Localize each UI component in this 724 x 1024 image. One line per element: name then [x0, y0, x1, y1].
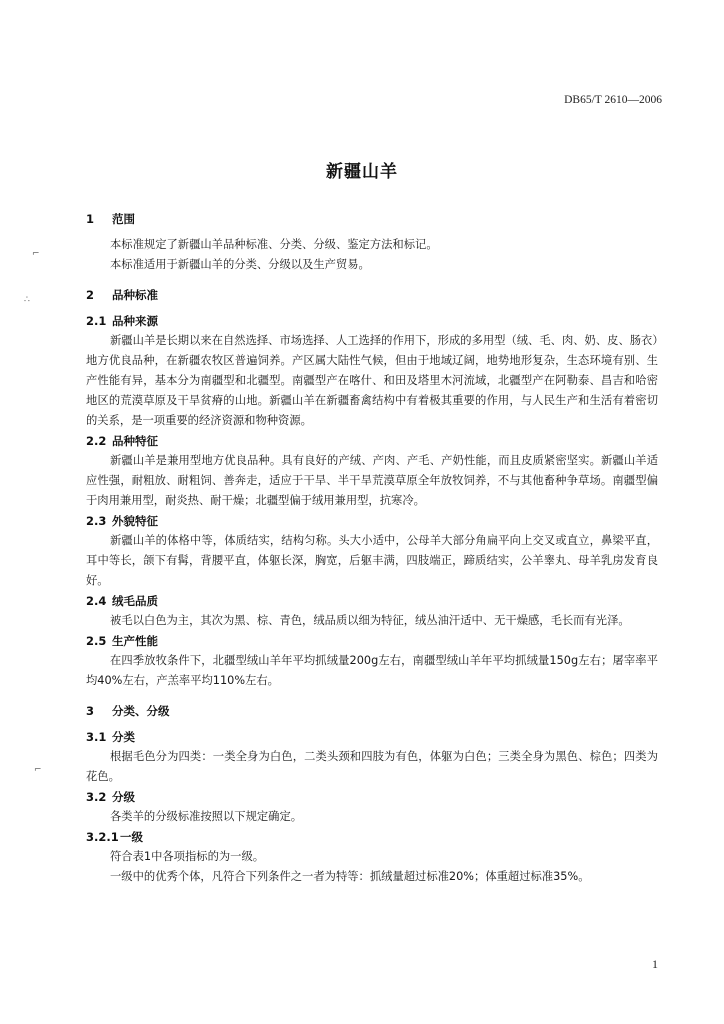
subsection-heading-2-2: [86, 431, 658, 451]
section-number: 2.1: [86, 314, 107, 328]
section-heading-1: [86, 209, 658, 229]
section-title: 外貌特征: [112, 514, 158, 528]
section-number: 1: [86, 212, 95, 226]
section-title: 绒毛品质: [112, 594, 158, 608]
section-heading-2: [86, 285, 658, 305]
section-number: 2.5: [86, 634, 107, 648]
section-heading-3: [86, 701, 658, 721]
section-number: 3.2.1: [86, 830, 119, 844]
subsection-heading-2-1: [86, 311, 658, 331]
paragraph: 符合表1中各项指标的为一级。: [110, 850, 265, 863]
paragraph: 根据毛色分为四类：一类全身为白色，二类头颈和四肢为有色，体躯为白色；三类全身为黑色、棕色；四类为花色。: [86, 750, 658, 783]
section-number: 3: [86, 704, 95, 718]
section-title: 一级: [120, 830, 143, 844]
paragraph: 新疆山羊是长期以来在自然选择、市场选择、人工选择的作用下，形成的多用型（绒、毛、肉、奶、皮、肠衣）地方优良品种，在新疆农牧区普遍饲养。产区属大陆性气候，但由于地域辽阔，地势地形复杂，生态环境有别、生产性能有异，基本分为南疆型和北疆型。南疆型产在喀什、和田及塔里木河流域，北疆型产在阿勒泰、昌吉和哈密地区的荒漠草原及干旱贫瘠的山地。新疆山羊在新疆畜禽结构中有着极其重要的作用，与人民生产和生活有着密切的关系，是一项重要的经济资源和物种资源。: [86, 334, 658, 427]
subsection-heading-3-2-1: [86, 827, 658, 847]
section-title: 分级: [112, 790, 135, 804]
scan-speck: ⌐: [32, 249, 40, 259]
subsection-heading-3-1: [86, 727, 658, 747]
section-number: 2.2: [86, 434, 107, 448]
section-title: 品种标准: [112, 288, 158, 302]
section-number: 2.3: [86, 514, 107, 528]
scan-speck: ⌐: [34, 765, 42, 775]
paragraph: 本标准适用于新疆山羊的分类、分级以及生产贸易。: [110, 258, 370, 271]
page-number: 1: [652, 957, 658, 971]
section-title: 品种特征: [112, 434, 158, 448]
paragraph: 一级中的优秀个体，凡符合下列条件之一者为特等：抓绒量超过标准20%；体重超过标准35%。: [110, 870, 590, 883]
paragraph: 新疆山羊的体格中等，体质结实，结构匀称。头大小适中，公母羊大部分角扁平向上交叉或直立，鼻梁平直，耳中等长，颌下有髯，背腰平直，体躯长深，胸宽，后躯丰满，四肢端正，蹄质结实，公羊睾丸、母羊乳房发育良好。: [86, 534, 658, 587]
subsection-heading-2-4: [86, 591, 658, 611]
subsection-heading-2-5: [86, 631, 658, 651]
section-number: 2.4: [86, 594, 107, 608]
section-number: 2: [86, 288, 95, 302]
subsection-heading-3-2: [86, 787, 658, 807]
document-body: [86, 209, 658, 887]
paragraph: 本标准规定了新疆山羊品种标准、分类、分级、鉴定方法和标记。: [110, 238, 438, 251]
section-number: 3.2: [86, 790, 107, 804]
document-title: 新疆山羊: [326, 162, 398, 182]
paragraph: 被毛以白色为主，其次为黑、棕、青色，绒品质以细为特征，绒丛油汗适中、无干燥感，毛长而有光泽。: [110, 614, 630, 627]
section-number: 3.1: [86, 730, 107, 744]
section-title: 范围: [112, 212, 135, 226]
subsection-heading-2-3: [86, 511, 658, 531]
paragraph: 新疆山羊是兼用型地方优良品种。具有良好的产绒、产肉、产毛、产奶性能，而且皮质紧密坚实。新疆山羊适应性强，耐粗放、耐粗饲、善奔走，适应于干旱、半干旱荒漠草原全年放牧饲养，不与其他畜种争草场。南疆型偏于肉用兼用型，耐炎热、耐干燥；北疆型偏于绒用兼用型，抗寒冷。: [86, 454, 658, 507]
section-title: 生产性能: [112, 634, 158, 648]
paragraph: 各类羊的分级标准按照以下规定确定。: [110, 810, 303, 823]
section-title: 分类: [112, 730, 135, 744]
section-title: 分类、分级: [112, 704, 170, 718]
paragraph: 在四季放牧条件下，北疆型绒山羊年平均抓绒量200g左右，南疆型绒山羊年平均抓绒量150g左右；屠宰率平均40%左右，产羔率平均110%左右。: [86, 654, 658, 687]
document-code: DB65/T 2610—2006: [564, 94, 662, 106]
scan-speck: ∴: [24, 295, 30, 305]
section-title: 品种来源: [112, 314, 158, 328]
